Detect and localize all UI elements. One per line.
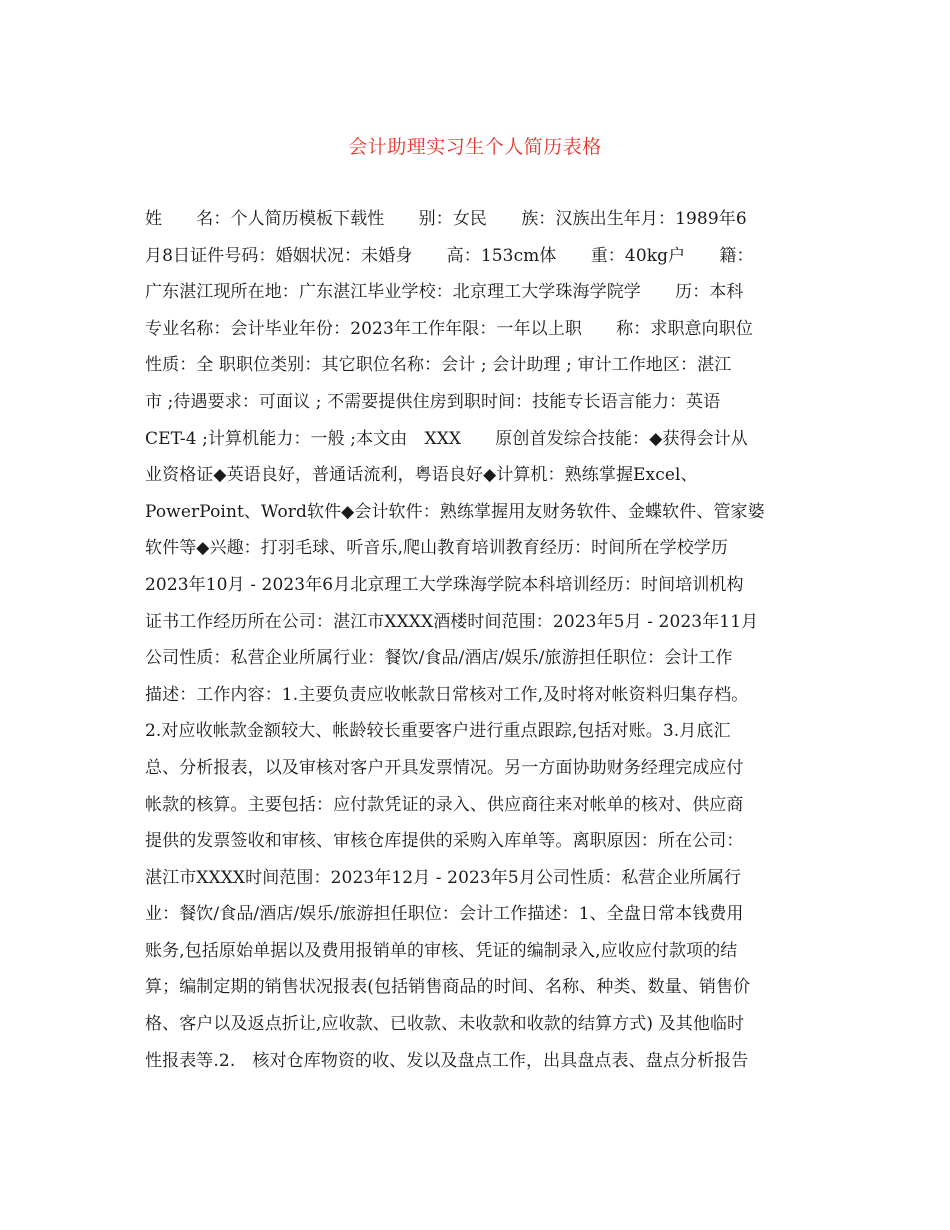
text-line: 2023年10月 - 2023年6月北京理工大学珠海学院本科培训经历：时间培训机构 [145, 574, 744, 595]
text-line: 姓 名：个人简历模板下载性 别：女民 族：汉族出生年月：1989年6 [145, 209, 747, 229]
text-line: 软件等◆兴趣：打羽毛球、听音乐,爬山教育培训教育经历：时间所在学校学历 [145, 538, 728, 559]
text-line: 提供的发票签收和审核、审核仓库提供的采购入库单等。离职原因：所在公司： [145, 831, 744, 852]
text-line: 性报表等.2. 核对仓库物资的收、发以及盘点工作，出具盘点表、盘点分析报告 [145, 1050, 749, 1071]
text-line: 帐款的核算。主要包括：应付款凭证的录入、供应商往来对帐单的核对、供应商 [145, 794, 744, 815]
text-line: 月8日证件号码：婚姻状况：未婚身 高：153cm体 重：40kg户 籍： [145, 245, 754, 266]
text-line: 2.对应收帐款金额较大、帐龄较长重要客户进行重点跟踪,包括对账。3.月底汇 [145, 721, 731, 742]
text-line: 算；编制定期的销售状况报表(包括销售商品的时间、名称、种类、数量、销售价 [145, 977, 751, 998]
document-body [145, 205, 807, 1083]
text-line: 市 ;待遇要求：可面议 ; 不需要提供住房到职时间：技能专长语言能力：英语 [145, 391, 721, 412]
text-line: PowerPoint、Word软件◆会计软件：熟练掌握用友财务软件、金蝶软件、管家婆 [145, 501, 765, 522]
text-line: 广东湛江现所在地：广东湛江毕业学校：北京理工大学珠海学院学 历：本科 [145, 282, 744, 303]
text-line: 专业名称：会计毕业年份：2023年工作年限：一年以上职 称：求职意向职位 [145, 318, 753, 339]
text-line: CET-4 ;计算机能力：一般 ;本文由 XXX 原创首发综合技能：◆获得会计从 [145, 428, 748, 449]
text-line: 描述：工作内容：1.主要负责应收帐款日常核对工作,及时将对帐资料归集存档。 [145, 684, 749, 705]
text-line: 格、客户以及返点折让,应收款、已收款、未收款和收款的结算方式) 及其他临时 [145, 1014, 745, 1035]
text-line: 性质：全 职职位类别：其它职位名称：会计 ; 会计助理 ; 审计工作地区：湛江 [145, 355, 732, 376]
text-line: 证书工作经历所在公司：湛江市XXXX酒楼时间范围：2023年5月 - 2023年11月 [145, 611, 759, 632]
text-line: 总、分析报表，以及审核对客户开具发票情况。另一方面协助财务经理完成应付 [145, 757, 744, 778]
text-line: 业：餐饮/食品/酒店/娱乐/旅游担任职位：会计工作描述：1、全盘日常本钱费用 [145, 904, 744, 925]
text-line: 业资格证◆英语良好，普通话流利，粤语良好◆计算机：熟练掌握Excel、 [145, 465, 698, 486]
text-line: 账务,包括原始单据以及费用报销单的审核、凭证的编制录入,应收应付款项的结 [145, 940, 738, 961]
document-title: 会计助理实习生个人简历表格 [348, 136, 602, 158]
text-line: 公司性质：私营企业所属行业：餐饮/食品/酒店/娱乐/旅游担任职位：会计工作 [145, 648, 733, 669]
text-line: 湛江市XXXX时间范围：2023年12月 - 2023年5月公司性质：私营企业所属行 [145, 867, 742, 888]
